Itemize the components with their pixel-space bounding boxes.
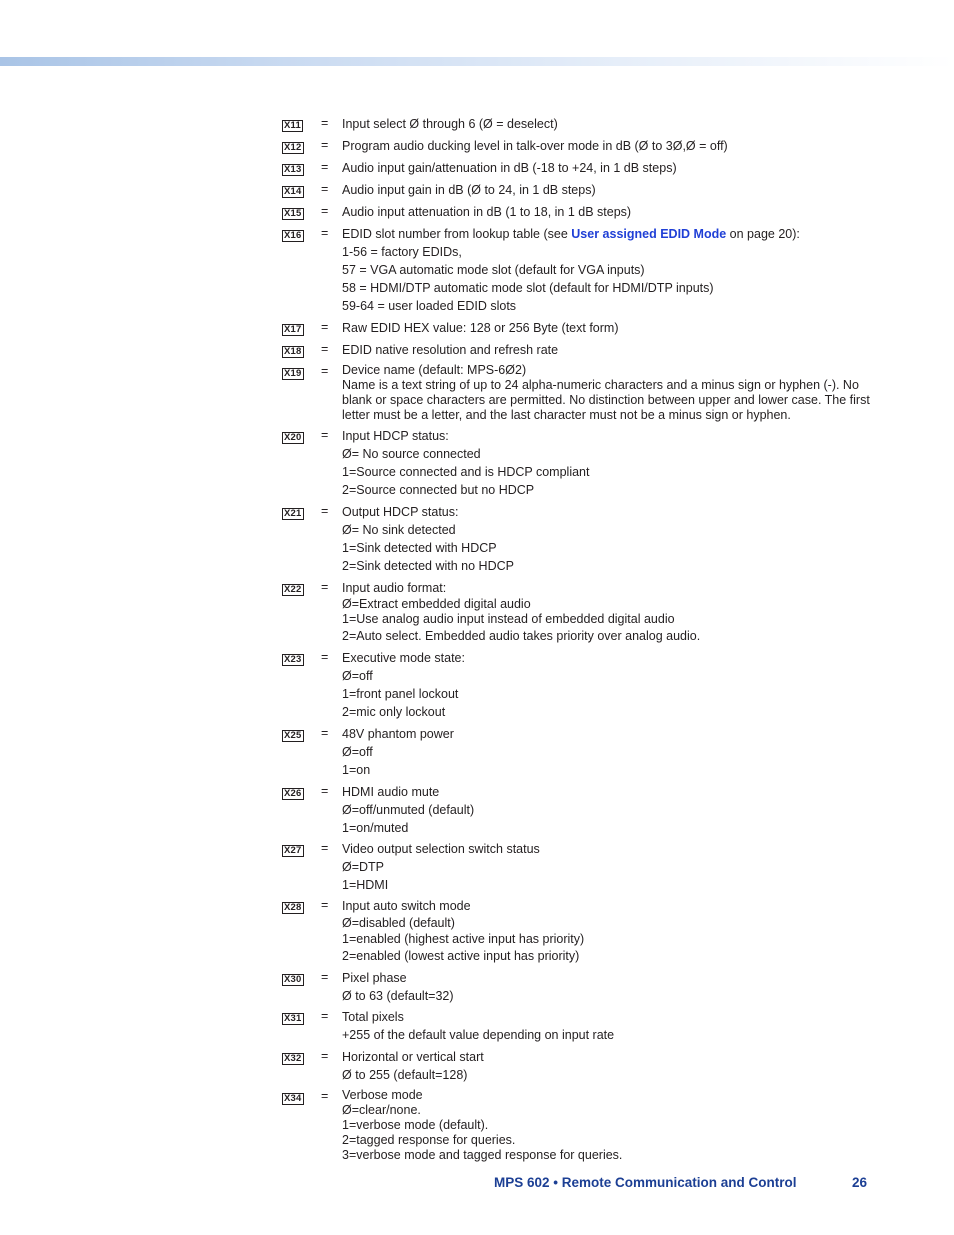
definition-text: 1-56 = factory EDIDs, — [342, 245, 462, 259]
definition-text: 58 = HDMI/DTP automatic mode slot (default for HDMI/DTP inputs) — [342, 281, 714, 295]
definition-text: 59-64 = user loaded EDID slots — [342, 299, 517, 313]
variable-tag: X31 — [284, 1013, 302, 1024]
variable-tag: X22 — [284, 584, 302, 595]
equals-sign: = — [321, 726, 329, 740]
definition-text: 48V phantom power — [342, 727, 454, 741]
definition-text: Total pixels — [342, 1010, 404, 1024]
definition-row — [282, 725, 882, 779]
definition-text: Input audio format: — [342, 581, 447, 595]
variable-tag: X26 — [284, 788, 302, 799]
variable-tag: X21 — [284, 508, 302, 519]
definition-text: Video output selection switch status — [342, 842, 540, 856]
definition-text: EDID native resolution and refresh rate — [342, 343, 559, 357]
definition-row — [282, 341, 882, 359]
definition-row — [282, 1008, 882, 1044]
variable-tag: X13 — [284, 164, 302, 175]
definition-text: 2=enabled (lowest active input has priority) — [342, 949, 580, 963]
definition-text: Ø=off/unmuted (default) — [342, 803, 475, 817]
definition-text: Verbose mode — [342, 1088, 423, 1102]
definition-text: Ø= No source connected — [342, 447, 481, 461]
equals-sign: = — [321, 841, 329, 855]
definition-text: Device name (default: MPS-6Ø2) — [342, 363, 527, 377]
definition-paragraph: Name is a text string of up to 24 alpha-numeric characters and a minus sign or hyphen (-). No blank or space characters are permitted. No distinction between upper and lower case. The first letter must be a letter, and the last character must not be a minus sign or hyphen. — [342, 378, 870, 422]
definition-text: Ø=clear/none. — [342, 1103, 421, 1117]
equals-sign: = — [321, 182, 329, 196]
variable-tag: X14 — [284, 186, 302, 197]
equals-sign: = — [321, 504, 329, 518]
definition-row — [282, 319, 882, 337]
definition-text: Ø= No sink detected — [342, 523, 456, 537]
page-number: 26 — [852, 1175, 868, 1190]
equals-sign: = — [321, 342, 329, 356]
equals-sign: = — [321, 428, 329, 442]
definition-row — [282, 579, 882, 645]
definition-text: Executive mode state: — [342, 651, 465, 665]
variable-tag: X15 — [284, 208, 302, 219]
definition-row — [282, 363, 882, 423]
definition-text: 2=Sink detected with no HDCP — [342, 559, 514, 573]
variable-tag: X19 — [284, 368, 302, 379]
definition-text: 3=verbose mode and tagged response for queries. — [342, 1148, 623, 1162]
definition-text: Audio input gain/attenuation in dB (-18 to +24, in 1 dB steps) — [342, 161, 677, 175]
definition-text: Ø=off — [342, 745, 373, 759]
definition-row — [282, 1048, 882, 1084]
equals-sign: = — [321, 898, 329, 912]
equals-sign: = — [321, 1049, 329, 1063]
user-assigned-edid-mode-link[interactable]: User assigned EDID Mode — [571, 227, 727, 241]
variable-tag: X28 — [284, 902, 302, 913]
definition-text: EDID slot number from lookup table (see User assigned EDID Mode on page 20): — [342, 227, 800, 241]
definition-text: Ø=disabled (default) — [342, 916, 455, 930]
definition-text: 2=Auto select. Embedded audio takes priority over analog audio. — [342, 629, 701, 643]
header-gradient-bar — [0, 57, 954, 66]
variable-tag: X30 — [284, 974, 302, 985]
definition-text: Ø to 63 (default=32) — [342, 989, 454, 1003]
definition-row — [282, 427, 882, 499]
definition-row — [282, 840, 882, 894]
variable-tag: X32 — [284, 1053, 302, 1064]
definition-row — [282, 503, 882, 575]
definition-text: Ø to 255 (default=128) — [342, 1068, 468, 1082]
definition-text: Input auto switch mode — [342, 899, 471, 913]
definition-text: Audio input gain in dB (Ø to 24, in 1 dB steps) — [342, 183, 596, 197]
equals-sign: = — [321, 160, 329, 174]
equals-sign: = — [321, 226, 329, 240]
equals-sign: = — [321, 970, 329, 984]
variable-tag: X11 — [284, 120, 301, 131]
definition-text: Program audio ducking level in talk-over mode in dB (Ø to 3Ø,Ø = off) — [342, 139, 728, 153]
definition-text: HDMI audio mute — [342, 785, 440, 799]
variable-tag: X18 — [284, 346, 302, 357]
definition-text: Raw EDID HEX value: 128 or 256 Byte (text form) — [342, 321, 619, 335]
definition-row — [282, 1088, 882, 1163]
variable-tag: X12 — [284, 142, 302, 153]
equals-sign: = — [321, 204, 329, 218]
definition-text: Output HDCP status: — [342, 505, 459, 519]
variable-tag: X20 — [284, 432, 302, 443]
equals-sign: = — [321, 116, 329, 130]
variable-tag: X23 — [284, 654, 302, 665]
definition-text: Ø=Extract embedded digital audio — [342, 597, 531, 611]
definition-row — [282, 783, 882, 837]
definition-row — [282, 159, 882, 177]
variable-tag: X25 — [284, 730, 302, 741]
equals-sign: = — [321, 138, 329, 152]
footer-title: MPS 602 • Remote Communication and Control — [494, 1175, 797, 1190]
definition-text: Pixel phase — [342, 971, 407, 985]
definition-text: 1=Source connected and is HDCP compliant — [342, 465, 590, 479]
variable-tag: X16 — [284, 230, 302, 241]
definition-row — [282, 649, 882, 721]
equals-sign: = — [321, 320, 329, 334]
definition-row — [282, 137, 882, 155]
definition-text: Horizontal or vertical start — [342, 1050, 484, 1064]
definition-text: 2=mic only lockout — [342, 705, 446, 719]
equals-sign: = — [321, 364, 329, 378]
definition-text: 1=HDMI — [342, 878, 389, 892]
definition-text: 2=tagged response for queries. — [342, 1133, 516, 1147]
definition-text: 1=Use analog audio input instead of embedded digital audio — [342, 612, 675, 626]
definition-row — [282, 115, 882, 133]
equals-sign: = — [321, 784, 329, 798]
definition-row — [282, 897, 882, 965]
definition-text: 57 = VGA automatic mode slot (default for VGA inputs) — [342, 263, 645, 277]
definition-text: 1=on — [342, 763, 371, 777]
definition-text: 1=front panel lockout — [342, 687, 459, 701]
variable-tag: X34 — [284, 1093, 302, 1104]
variable-definitions-list — [282, 115, 882, 1163]
equals-sign: = — [321, 1089, 329, 1103]
definition-text: 2=Source connected but no HDCP — [342, 483, 535, 497]
definition-text: 1=enabled (highest active input has priority) — [342, 932, 585, 946]
variable-tag: X27 — [284, 845, 302, 856]
definition-text: Ø=off — [342, 669, 373, 683]
variable-tag: X17 — [284, 324, 302, 335]
definition-row — [282, 203, 882, 221]
definition-row — [282, 969, 882, 1005]
equals-sign: = — [321, 1009, 329, 1023]
definition-row — [282, 225, 882, 315]
definition-text: Ø=DTP — [342, 860, 385, 874]
definition-text: Audio input attenuation in dB (1 to 18, in 1 dB steps) — [342, 205, 632, 219]
definition-text: +255 of the default value depending on input rate — [342, 1028, 615, 1042]
definition-row — [282, 181, 882, 199]
definition-text: 1=Sink detected with HDCP — [342, 541, 497, 555]
definition-text: 1=on/muted — [342, 821, 409, 835]
equals-sign: = — [321, 580, 329, 594]
equals-sign: = — [321, 650, 329, 664]
definition-text: 1=verbose mode (default). — [342, 1118, 489, 1132]
definition-text: Input HDCP status: — [342, 429, 449, 443]
definition-text: Input select Ø through 6 (Ø = deselect) — [342, 117, 558, 131]
